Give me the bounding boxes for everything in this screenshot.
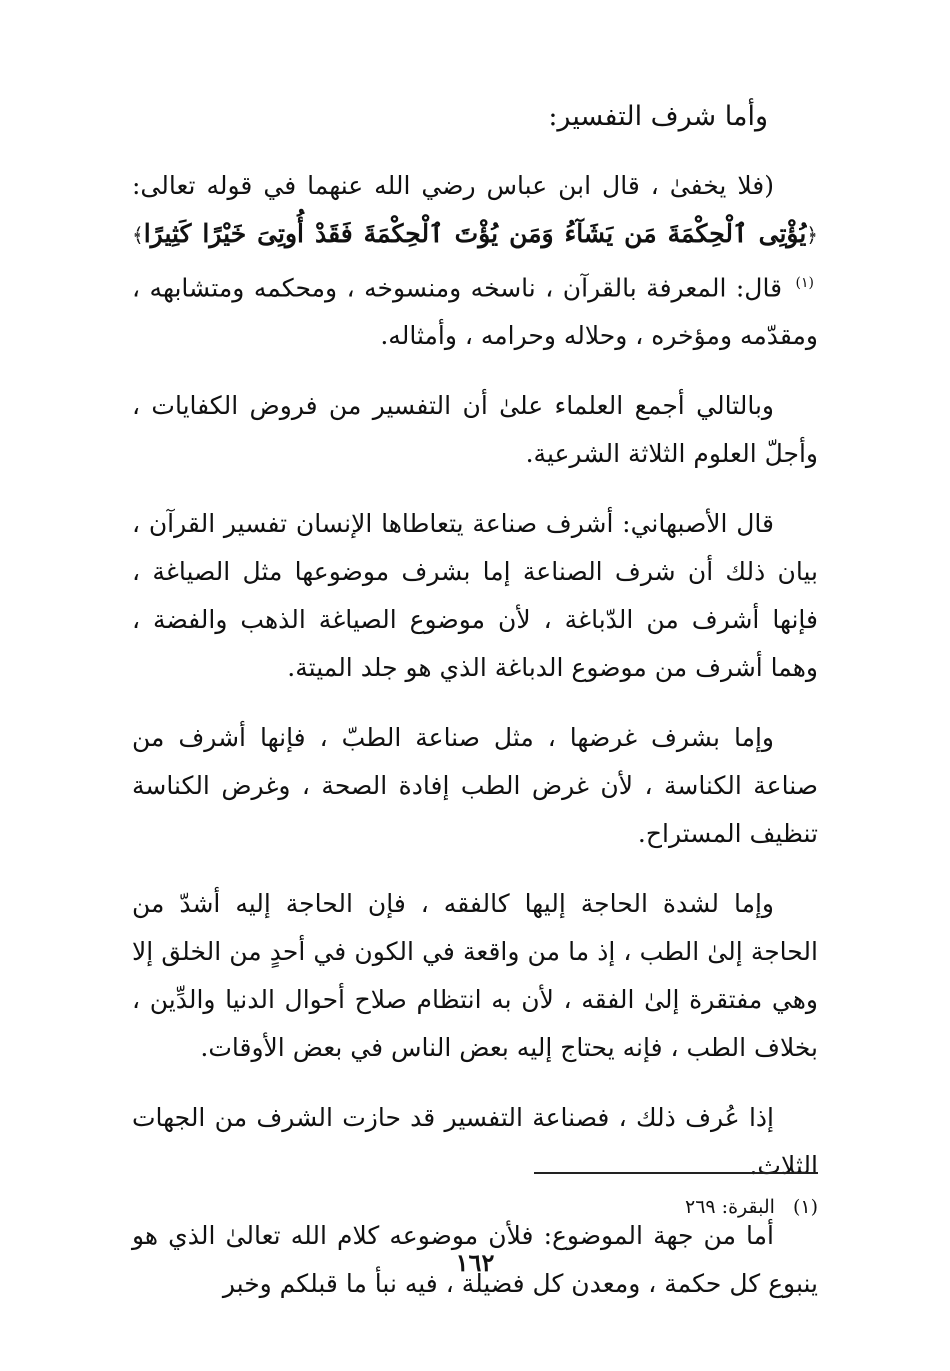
- paragraph-1-intro: (فلا يخفىٰ ، قال ابن عباس رضي الله عنهما في قوله تعالى:: [132, 171, 774, 200]
- footnote-text: البقرة: ٢٦٩: [685, 1196, 775, 1218]
- verse-bracket-open: ﴿: [806, 223, 818, 247]
- paragraph-need: وإما لشدة الحاجة إليها كالفقه ، فإن الحاجة إليه أشدّ من الحاجة إلىٰ الطب ، إذ ما من واقعة في الكون في أحدٍ من الخلق إلا وهي مفتقرة إلىٰ الفقه ، لأن به انتظام صلاح أحوال الدنيا والدِّين ، بخلاف الطب ، فإنه يحتاج إليه بعض الناس في بعض الأوقات.: [132, 889, 818, 1063]
- footnote-divider: [534, 1172, 818, 1174]
- footnote-number: (١): [792, 1196, 818, 1218]
- footnote: [685, 1192, 818, 1222]
- paragraph-quran-citation: [132, 162, 818, 360]
- paragraph-conclusion: إذا عُرف ذلك ، فصناعة التفسير قد حازت الشرف من الجهات الثلاث.: [132, 1103, 818, 1181]
- verse-bracket-close: ﴾: [132, 223, 144, 247]
- page-number: ١٦٢: [455, 1248, 495, 1277]
- paragraph-1-rest: قال: المعرفة بالقرآن ، ناسخه ومنسوخه ، ومحكمه ومتشابهه ، ومقدّمه ومؤخره ، وحلاله وحرامه ، وأمثاله.: [132, 273, 818, 351]
- quran-verse: يُؤْتِى ٱلْحِكْمَةَ مَن يَشَآءُ وَمَن يُؤْتَ ٱلْحِكْمَةَ فَقَدْ أُوتِىَ خَيْرًا كَثِيرًا: [143, 219, 807, 248]
- paragraph-purpose: وإما بشرف غرضها ، مثل صناعة الطبّ ، فإنها أشرف من صناعة الكناسة ، لأن غرض الطب إفادة الصحة ، وغرض الكناسة تنظيف المستراح.: [132, 723, 818, 849]
- paragraph-subject: أما من جهة الموضوع: فلأن موضوعه كلام الله تعالىٰ الذي هو ينبوع كل حكمة ، ومعدن كل فضيلة ، فيه نبأ ما قبلكم وخبر: [132, 1221, 818, 1299]
- paragraph-consensus: وبالتالي أجمع العلماء علىٰ أن التفسير من فروض الكفايات ، وأجلّ العلوم الثلاثة الشرعية.: [132, 391, 818, 469]
- main-text-block: [132, 92, 818, 1330]
- footnote-reference[interactable]: (١): [795, 275, 814, 291]
- section-heading: وأما شرف التفسير:: [548, 101, 768, 132]
- paragraph-isfahani-quote: قال الأصبهاني: أشرف صناعة يتعاطاها الإنسان تفسير القرآن ، بيان ذلك أن شرف الصناعة إما بشرف موضوعها مثل الصياغة ، فإنها أشرف من الدّباغة ، لأن موضوع الصياغة الذهب والفضة ، وهما أشرف من موضوع الدباغة الذي هو جلد الميتة.: [132, 509, 818, 683]
